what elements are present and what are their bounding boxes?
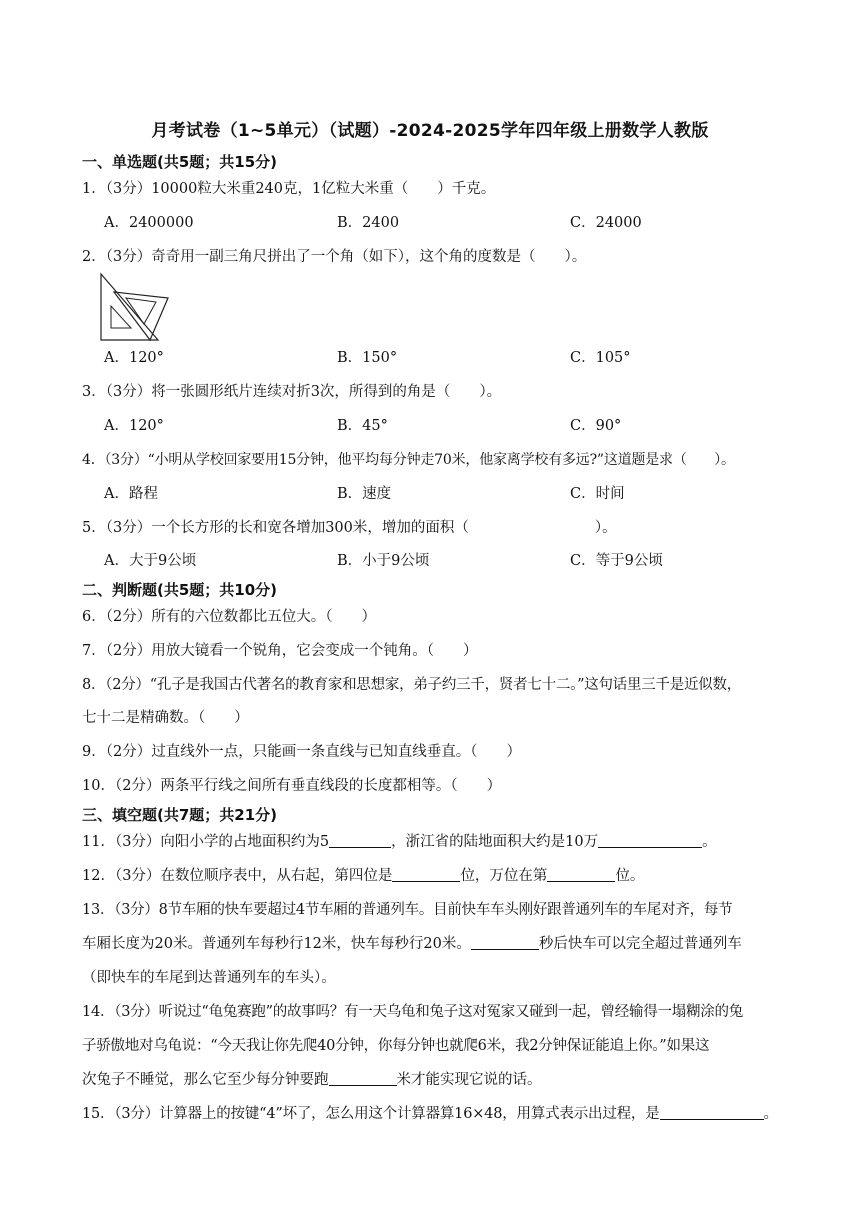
question-14-line-1: 14．（3分）听说过“龟兔赛跑”的故事吗？有一天乌龟和兔子这对冤家又碰到一起，曾经输得一塌糊涂的兔 [82,1004,743,1020]
q12-text-3: 位。 [615,868,645,884]
q13-text-2: 秒后快车可以完全超过普通列车 [538,936,742,952]
question-13-line-2 [82,934,742,954]
question-5 [82,518,617,538]
q12-text-1: 12．（3分）在数位顺序表中，从右起，第四位是 [82,868,393,884]
q11-text-3: 。 [702,834,717,850]
question-2: 2．（3分）奇奇用一副三角尺拼出了一个角（如下），这个角的度数是（ ）。 [82,249,587,265]
q11-blank-2[interactable] [598,833,702,848]
section-heading-single-choice: 一、单选题(共5题；共15分) [82,153,278,171]
q15-text-2: 。 [763,1106,778,1122]
q14-text-1: 次兔子不睡觉，那么它至少每分钟要跑 [82,1072,329,1088]
q4-option-a: A．路程 [104,486,158,502]
question-6: 6．（2分）所有的六位数都比五位大。（ ） [82,609,376,625]
q3-option-b: B．45° [337,418,388,434]
q12-blank-2[interactable] [547,867,615,882]
q15-blank[interactable] [660,1105,764,1120]
q11-blank-1[interactable] [329,833,391,848]
q14-text-2: 米才能实现它说的话。 [396,1072,542,1088]
q5-text-before: 5．（3分）一个长方形的长和宽各增加300米，增加的面积（ [82,520,469,536]
q5-text-after: ）。 [594,520,617,536]
question-13-line-1: 13．（3分）8节车厢的快车要超过4节车厢的普通列车。目前快车车头刚好跟普通列车的车尾对齐，每节 [82,902,733,918]
question-4: 4．（3分）“小明从学校回家要用15分钟，他平均每分钟走70米，他家离学校有多远?”这道题是求（ ）。 [82,452,735,468]
page-title: 月考试卷（1~5单元）（试题）-2024-2025学年四年级上册数学人教版 [151,121,709,141]
q13-blank[interactable] [471,935,539,950]
q4-option-b: B．速度 [337,486,392,502]
q3-option-a: A．120° [104,418,164,434]
question-14-line-3 [82,1070,542,1090]
q14-blank[interactable] [329,1071,397,1086]
q1-option-b: B．2400 [337,215,400,231]
triangle-rulers-figure [98,272,172,342]
q3-option-c: C．90° [570,418,622,434]
q1-option-a: A．2400000 [104,215,194,231]
question-7: 7．（2分）用放大镜看一个锐角，它会变成一个钝角。（ ） [82,643,478,659]
q1-option-c: C．24000 [570,215,642,231]
q5-option-b: B．小于9公顷 [337,553,430,569]
q12-text-2: 位，万位在第 [460,868,548,884]
q2-option-b: B．150° [337,350,398,366]
question-9: 9．（2分）过直线外一点，只能画一条直线与已知直线垂直。（ ） [82,744,521,760]
q4-option-c: C．时间 [570,486,625,502]
question-3: 3．（3分）将一张圆形纸片连续对折3次，所得到的角是（ ）。 [82,384,502,400]
question-12 [82,866,644,886]
q5-option-c: C．等于9公顷 [570,553,663,569]
question-13-line-3: （即快车的车尾到达普通列车的车头）。 [82,970,336,986]
q15-text-1: 15．（3分）计算器上的按键“4”坏了，怎么用这个计算器算16×48，用算式表示出过程，是 [82,1106,660,1122]
question-15 [82,1104,778,1124]
q13-text-1: 车厢长度为20米。普通列车每秒行12米，快车每秒行20米。 [82,936,471,952]
q5-option-a: A．大于9公顷 [104,553,197,569]
q2-option-a: A．120° [104,350,164,366]
question-14-line-2: 子骄傲地对乌龟说：“今天我让你先爬40分钟，你每分钟也就爬6米，我2分钟保证能追上你。”如果这 [82,1038,710,1054]
question-1: 1．（3分）10000粒大米重240克，1亿粒大米重（ ）千克。 [82,181,496,197]
question-8-line-2: 七十二是精确数。（ ） [82,710,249,726]
question-8-line-1: 8．（2分）“孔子是我国古代著名的教育家和思想家，弟子约三千，贤者七十二。”这句话里三千是近似数， [82,677,742,693]
question-10: 10．（2分）两条平行线之间所有垂直线段的长度都相等。（ ） [82,778,502,794]
q11-text-1: 11．（3分）向阳小学的占地面积约为5 [82,834,330,850]
q11-text-2: ，浙江省的陆地面积大约是10万 [391,834,599,850]
q12-blank-1[interactable] [392,867,460,882]
section-heading-fill-in: 三、填空题(共7题；共21分) [82,806,278,824]
q2-option-c: C．105° [570,350,631,366]
question-11 [82,832,717,852]
section-heading-true-false: 二、判断题(共5题；共10分) [82,581,278,599]
